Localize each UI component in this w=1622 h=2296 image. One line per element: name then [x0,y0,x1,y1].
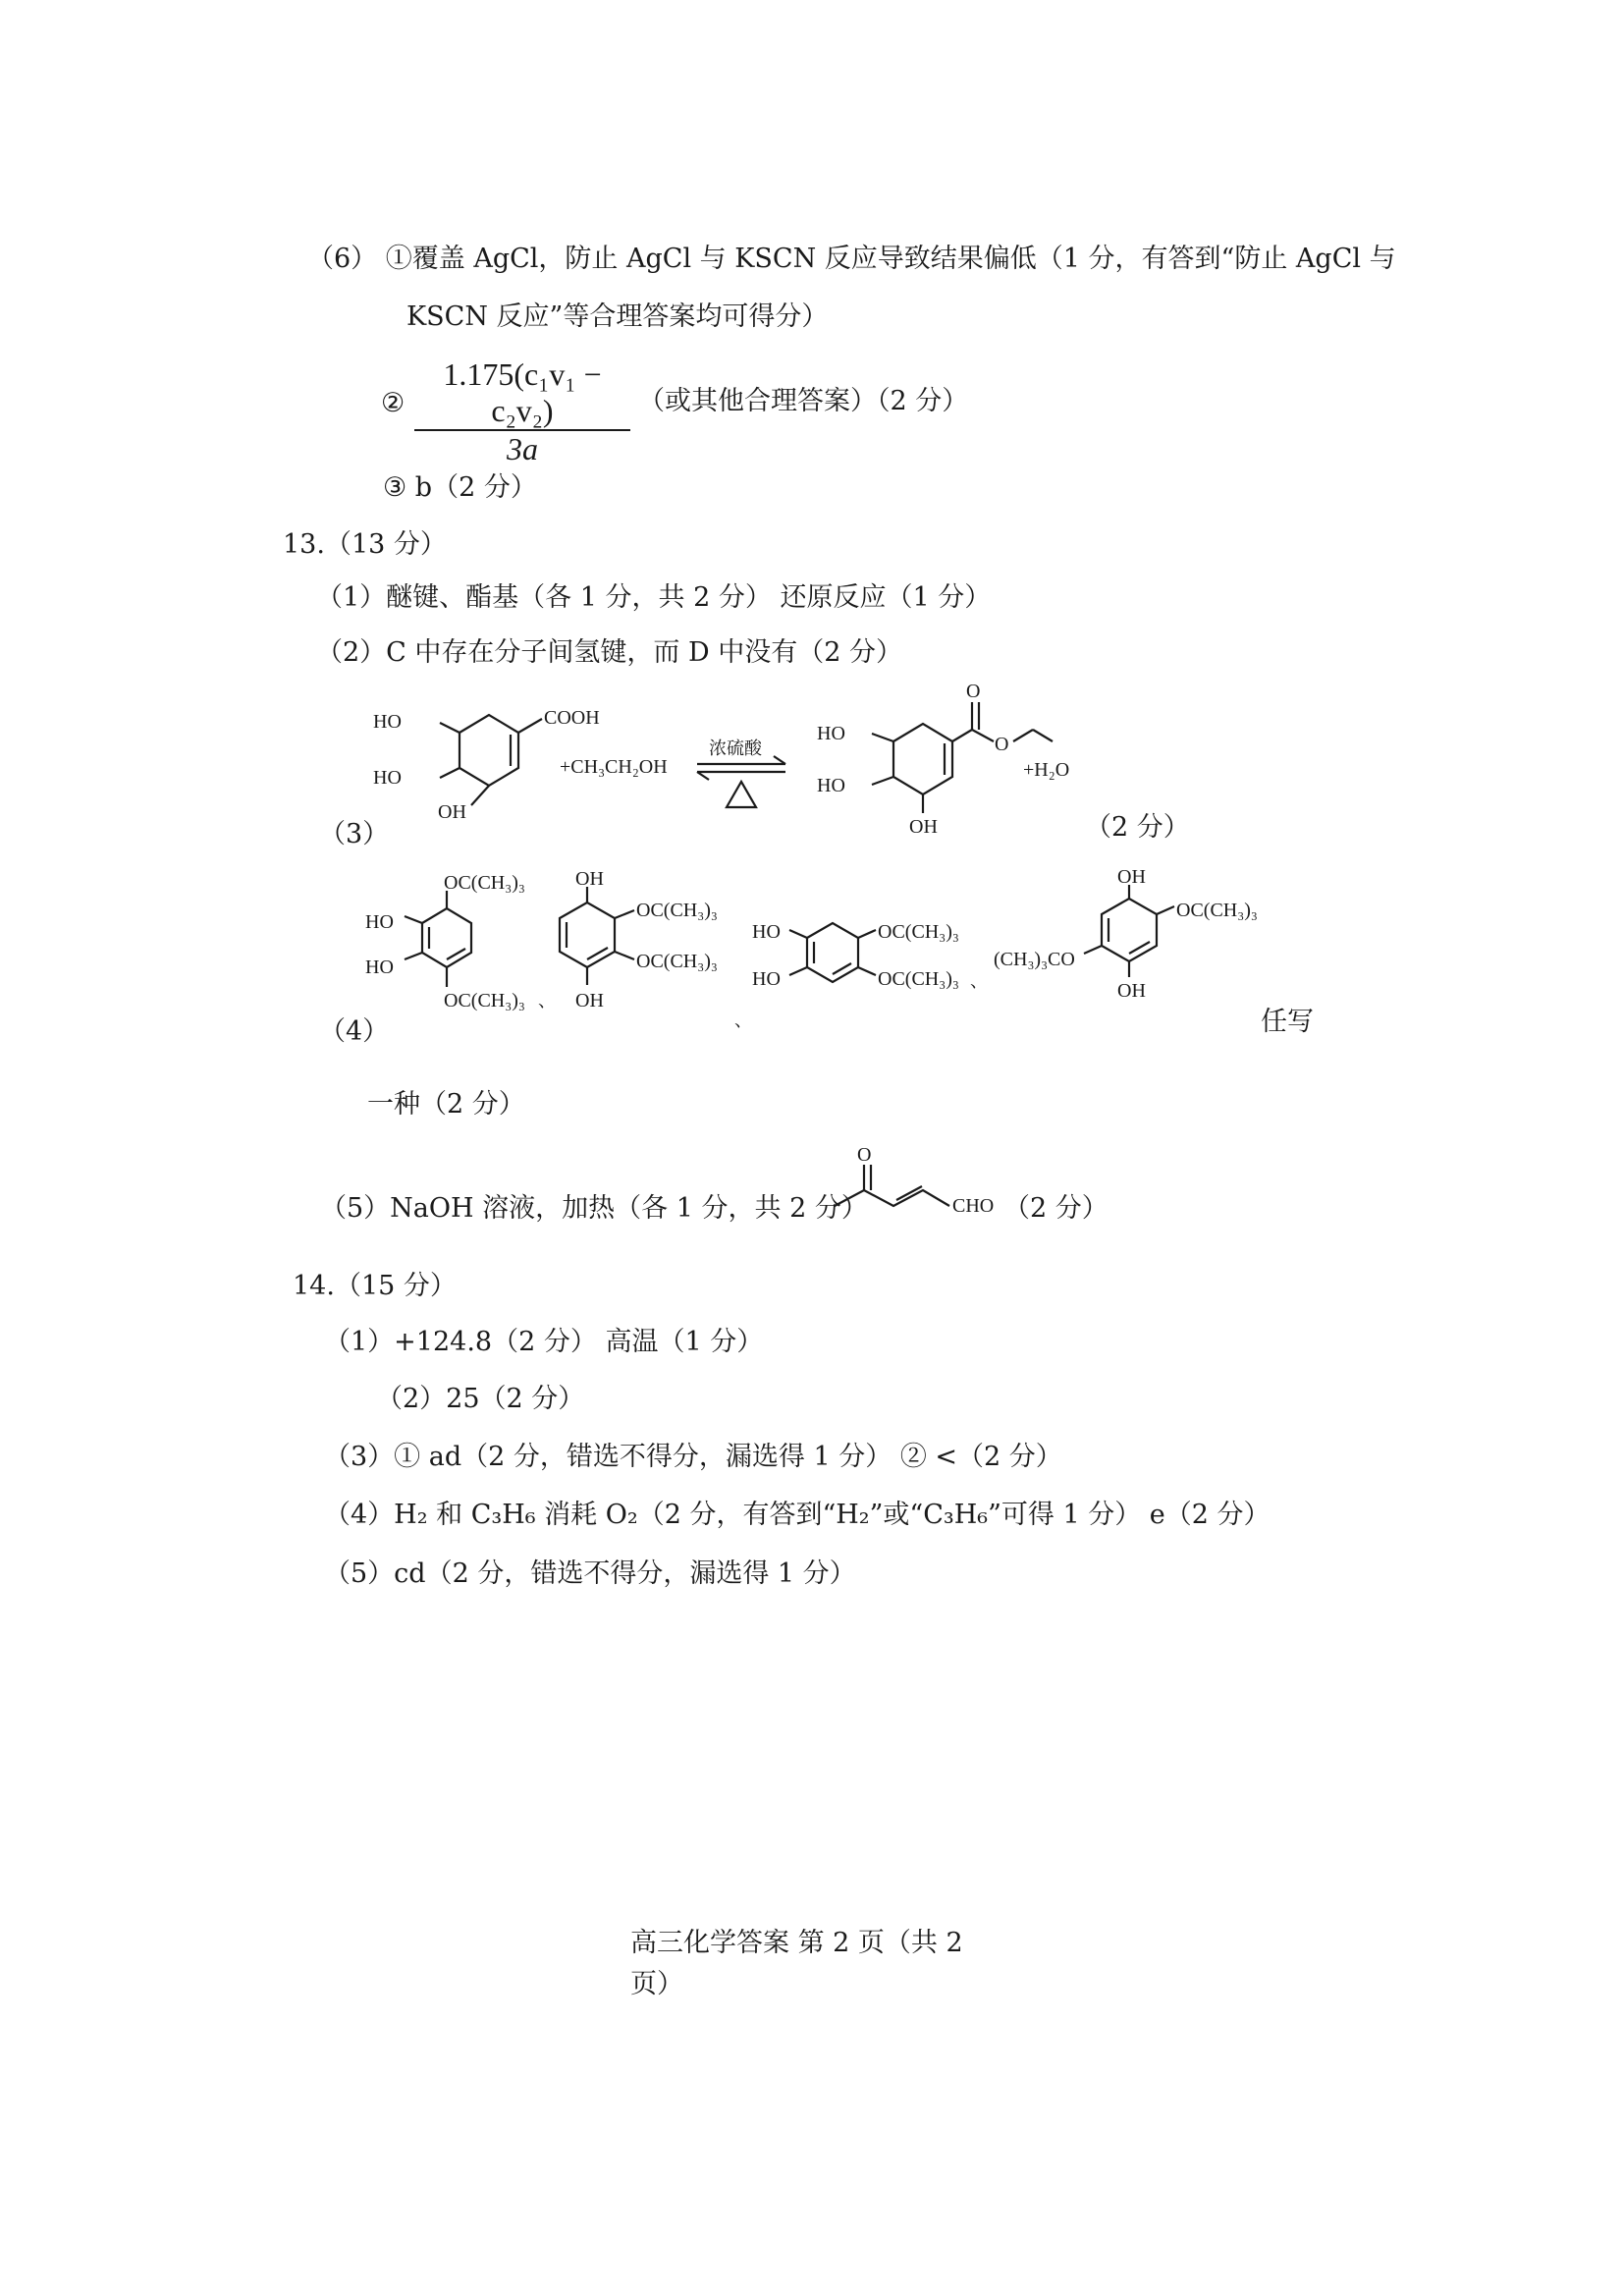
ho-label-2: HO [373,767,402,789]
iso2-oh-bottom: OH [575,990,604,1011]
iso2-oh-top: OH [575,868,604,890]
q13-part1: （1）醚键、酯基（各 1 分，共 2 分） 还原反应（1 分） [316,582,992,613]
svg-text:、: 、 [970,971,988,992]
q13-isomers [363,866,1296,1041]
q13-part3-label: （3） [319,819,390,849]
isomer-3 [752,921,988,992]
q14-part3: （3）① ad（2 分，错选不得分，漏选得 1 分） ② <（2 分） [324,1442,1062,1472]
iso3-ho-2: HO [752,968,781,990]
iso4-oh-top: OH [1117,866,1146,888]
iso4-tbuo-right: OC(CH₃)₃ [1176,900,1258,921]
ho-label-4: HO [817,775,845,796]
product-water: +H₂O [1023,759,1070,781]
q13-part5: （5）NaOH 溶液，加热（各 1 分，共 2 分） [320,1193,868,1224]
q13-part4-line2: 一种（2 分） [367,1089,525,1120]
iso1-tbuo-bottom: OC(CH₃)₃ [444,990,525,1011]
enone-o-label: O [857,1144,872,1166]
iso3-ho-1: HO [752,921,781,943]
isomer-4 [994,866,1258,1002]
q12-sub3: ③ b（2 分） [383,472,537,503]
q14-part2: （2）25（2 分） [376,1384,585,1414]
q13-part4-tail: 任写 [1261,1007,1314,1037]
q13-part3-score: （2 分） [1085,812,1190,843]
carbonyl-o-label: O [966,681,981,702]
q13-part5-structure [830,1139,1016,1218]
q14-part4: （4）H₂ 和 C₃H₆ 消耗 O₂（2 分，有答到“H₂”或“C₃H₆”可得 1 分） e（2 分） [324,1500,1271,1530]
iso2-tbuo-1: OC(CH₃)₃ [636,900,718,921]
reagent-ethanol: +CH₃CH₂OH [560,756,668,778]
isomer-1 [365,872,556,1011]
q12-fraction-denominator: 3a [507,431,538,466]
q13-part5-score: （2 分） [1003,1193,1108,1224]
product-structure [817,681,1053,838]
iso4-tbuo-left: (CH₃)₃CO [994,949,1075,970]
iso1-tbuo-top: OC(CH₃)₃ [444,872,525,894]
q13-part4-label: （4） [319,1016,390,1047]
footer-line1: 高三化学答案 第 2 页（共 2 [630,1928,963,1958]
q12-sub2-note: （或其他合理答案）（2 分） [638,386,969,416]
iso3-tbuo-2: OC(CH₃)₃ [878,968,959,990]
q14-part1: （1）+124.8（2 分） 高温（1 分） [324,1327,764,1357]
ho-label-1: HO [373,711,402,733]
q14-part5: （5）cd（2 分，错选不得分，漏选得 1 分） [324,1558,856,1589]
catalyst-label: 浓硫酸 [709,738,762,759]
q12-fraction [414,356,630,467]
oh-label-1: OH [438,801,466,823]
q12-part6-line2: KSCN 反应”等合理答案均可得分） [406,301,829,332]
q12-part6-line1: （6） ①覆盖 AgCl，防止 AgCl 与 KSCN 反应导致结果偏低（1 分，有答到“防止 AgCl 与 [307,244,1396,274]
q12-fraction-numerator: 1.175(c₁v₁ − c₂v₂) [414,356,630,431]
enone-cho-label: CHO [952,1195,995,1217]
q13-header: 13.（13 分） [283,529,447,560]
cooh-label: COOH [544,707,600,729]
isomer-2 [560,868,752,1031]
svg-text:、: 、 [734,1011,752,1031]
iso4-oh-bottom: OH [1117,980,1146,1002]
footer-line2: 页） [630,1969,683,1999]
iso1-ho-2: HO [365,957,394,978]
q14-header: 14.（15 分） [293,1271,457,1301]
iso3-tbuo-1: OC(CH₃)₃ [878,921,959,943]
iso1-ho-1: HO [365,911,394,933]
heat-symbol [727,782,756,807]
q12-sub2-marker: ② [381,388,406,418]
oh-label-2: OH [909,816,938,838]
ho-label-3: HO [817,723,845,744]
iso2-tbuo-2: OC(CH₃)₃ [636,951,718,972]
q13-part2: （2）C 中存在分子间氢键，而 D 中没有（2 分） [316,637,902,668]
ester-o-label: O [995,734,1009,755]
svg-text:、: 、 [538,991,556,1011]
